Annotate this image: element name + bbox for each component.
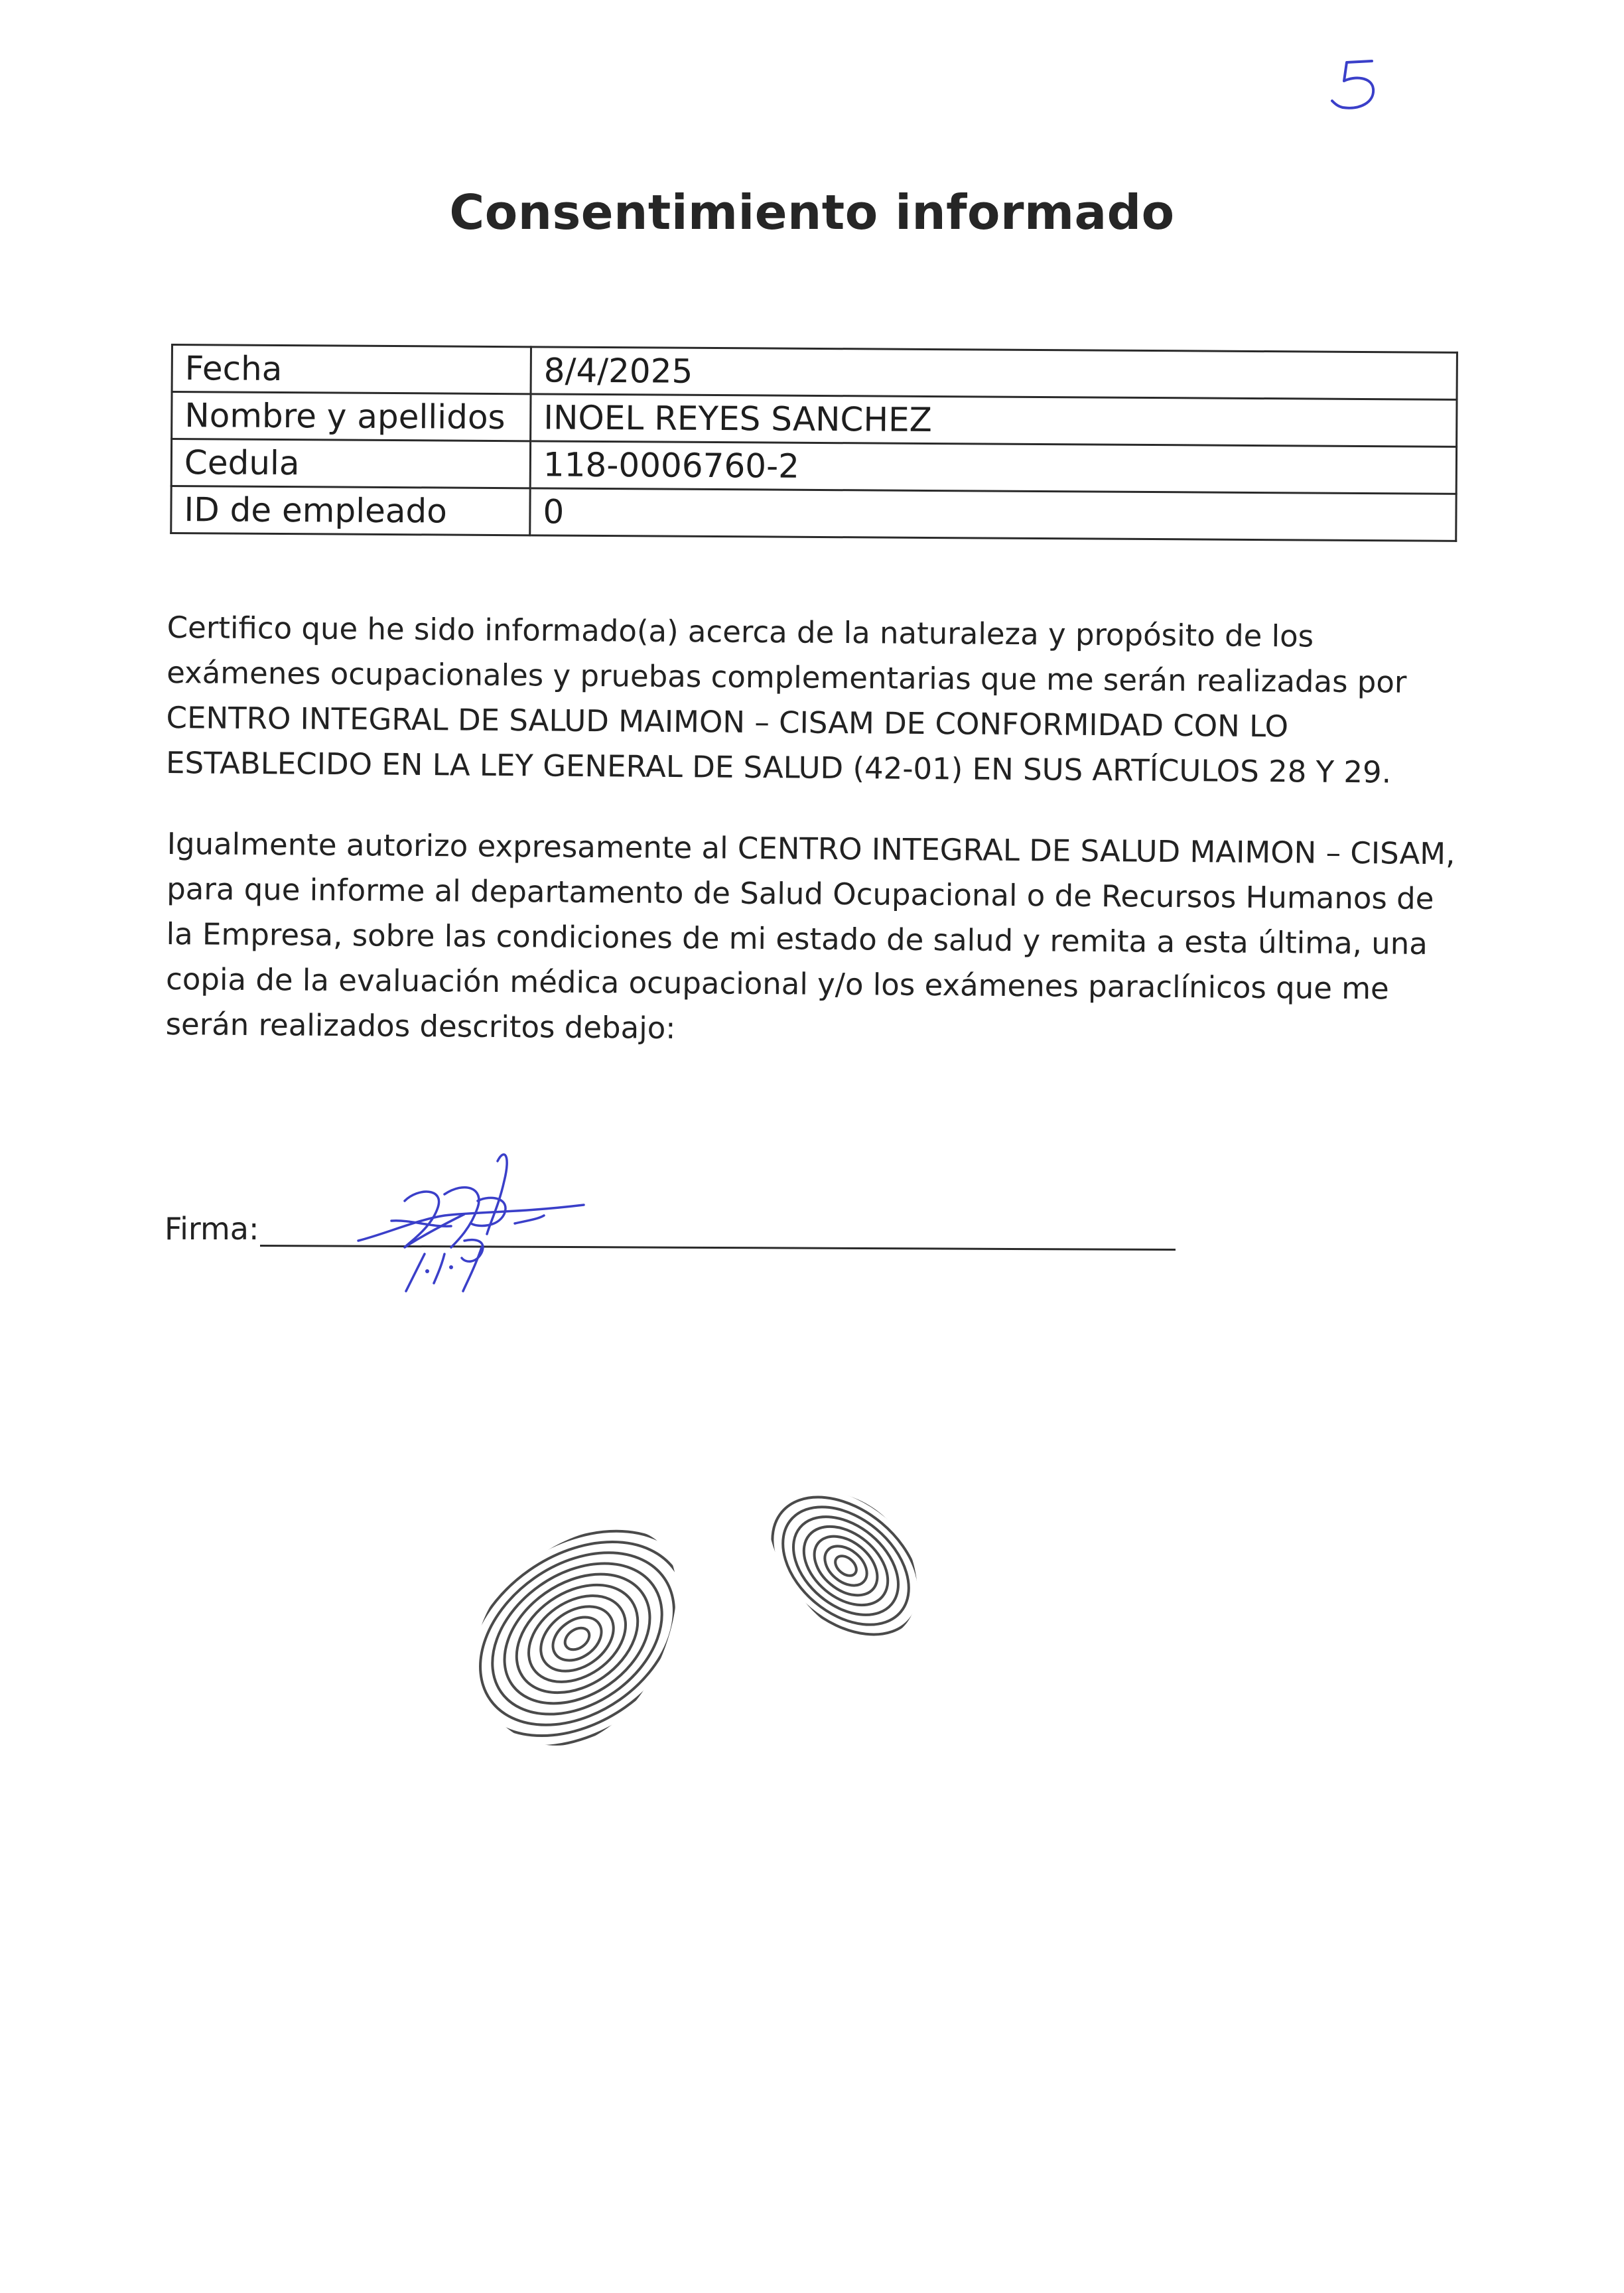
cedula-label: Cedula	[171, 439, 530, 488]
table-row	[172, 392, 1457, 447]
table-row	[171, 439, 1456, 494]
fingerprint-left	[451, 1472, 756, 1791]
document-title: Consentimiento informado	[449, 184, 1175, 240]
fingerprint-right	[717, 1460, 974, 1690]
page-number-handwriting	[1320, 46, 1400, 119]
fingerprints	[451, 1460, 982, 1791]
signature-label: Firma:	[165, 1211, 259, 1247]
handwritten-signature	[345, 1141, 597, 1300]
certification-paragraph: Certifico que he sido informado(a) acerca de la naturaleza y propósito de los exámenes ocupacionales y pruebas complementarias que me serán realizadas por CENTRO INTEGRAL DE SALUD MAIMON – CISAM DE CONFORMIDAD CON LO ESTABLECIDO EN LA LEY GENERAL DE SALUD (42-01) EN SUS ARTÍCULOS 28 Y 29.	[165, 609, 1407, 790]
fecha-label: Fecha	[172, 345, 531, 394]
cedula-value: 118-0006760-2	[530, 441, 1456, 494]
table-row	[172, 345, 1457, 400]
fecha-value: 8/4/2025	[531, 347, 1457, 400]
employee-info-table	[170, 344, 1458, 542]
table-row	[171, 486, 1456, 541]
id-empleado-value: 0	[530, 488, 1456, 541]
page-number	[1320, 46, 1400, 119]
id-empleado-label: ID de empleado	[171, 486, 530, 535]
nombre-value: INOEL REYES SANCHEZ	[531, 394, 1457, 447]
nombre-label: Nombre y apellidos	[172, 392, 531, 441]
authorization-paragraph: Igualmente autorizo expresamente al CENTRO INTEGRAL DE SALUD MAIMON – CISAM, para que informe al departamento de Salud Ocupacional o de Recursos Humanos de la Empresa, sobre las condiciones de mi estado de salud y remita a esta última, una copia de la evaluación médica ocupacional y/o los exámenes paraclínicos que me serán realizados descritos debajo:	[165, 825, 1455, 1046]
